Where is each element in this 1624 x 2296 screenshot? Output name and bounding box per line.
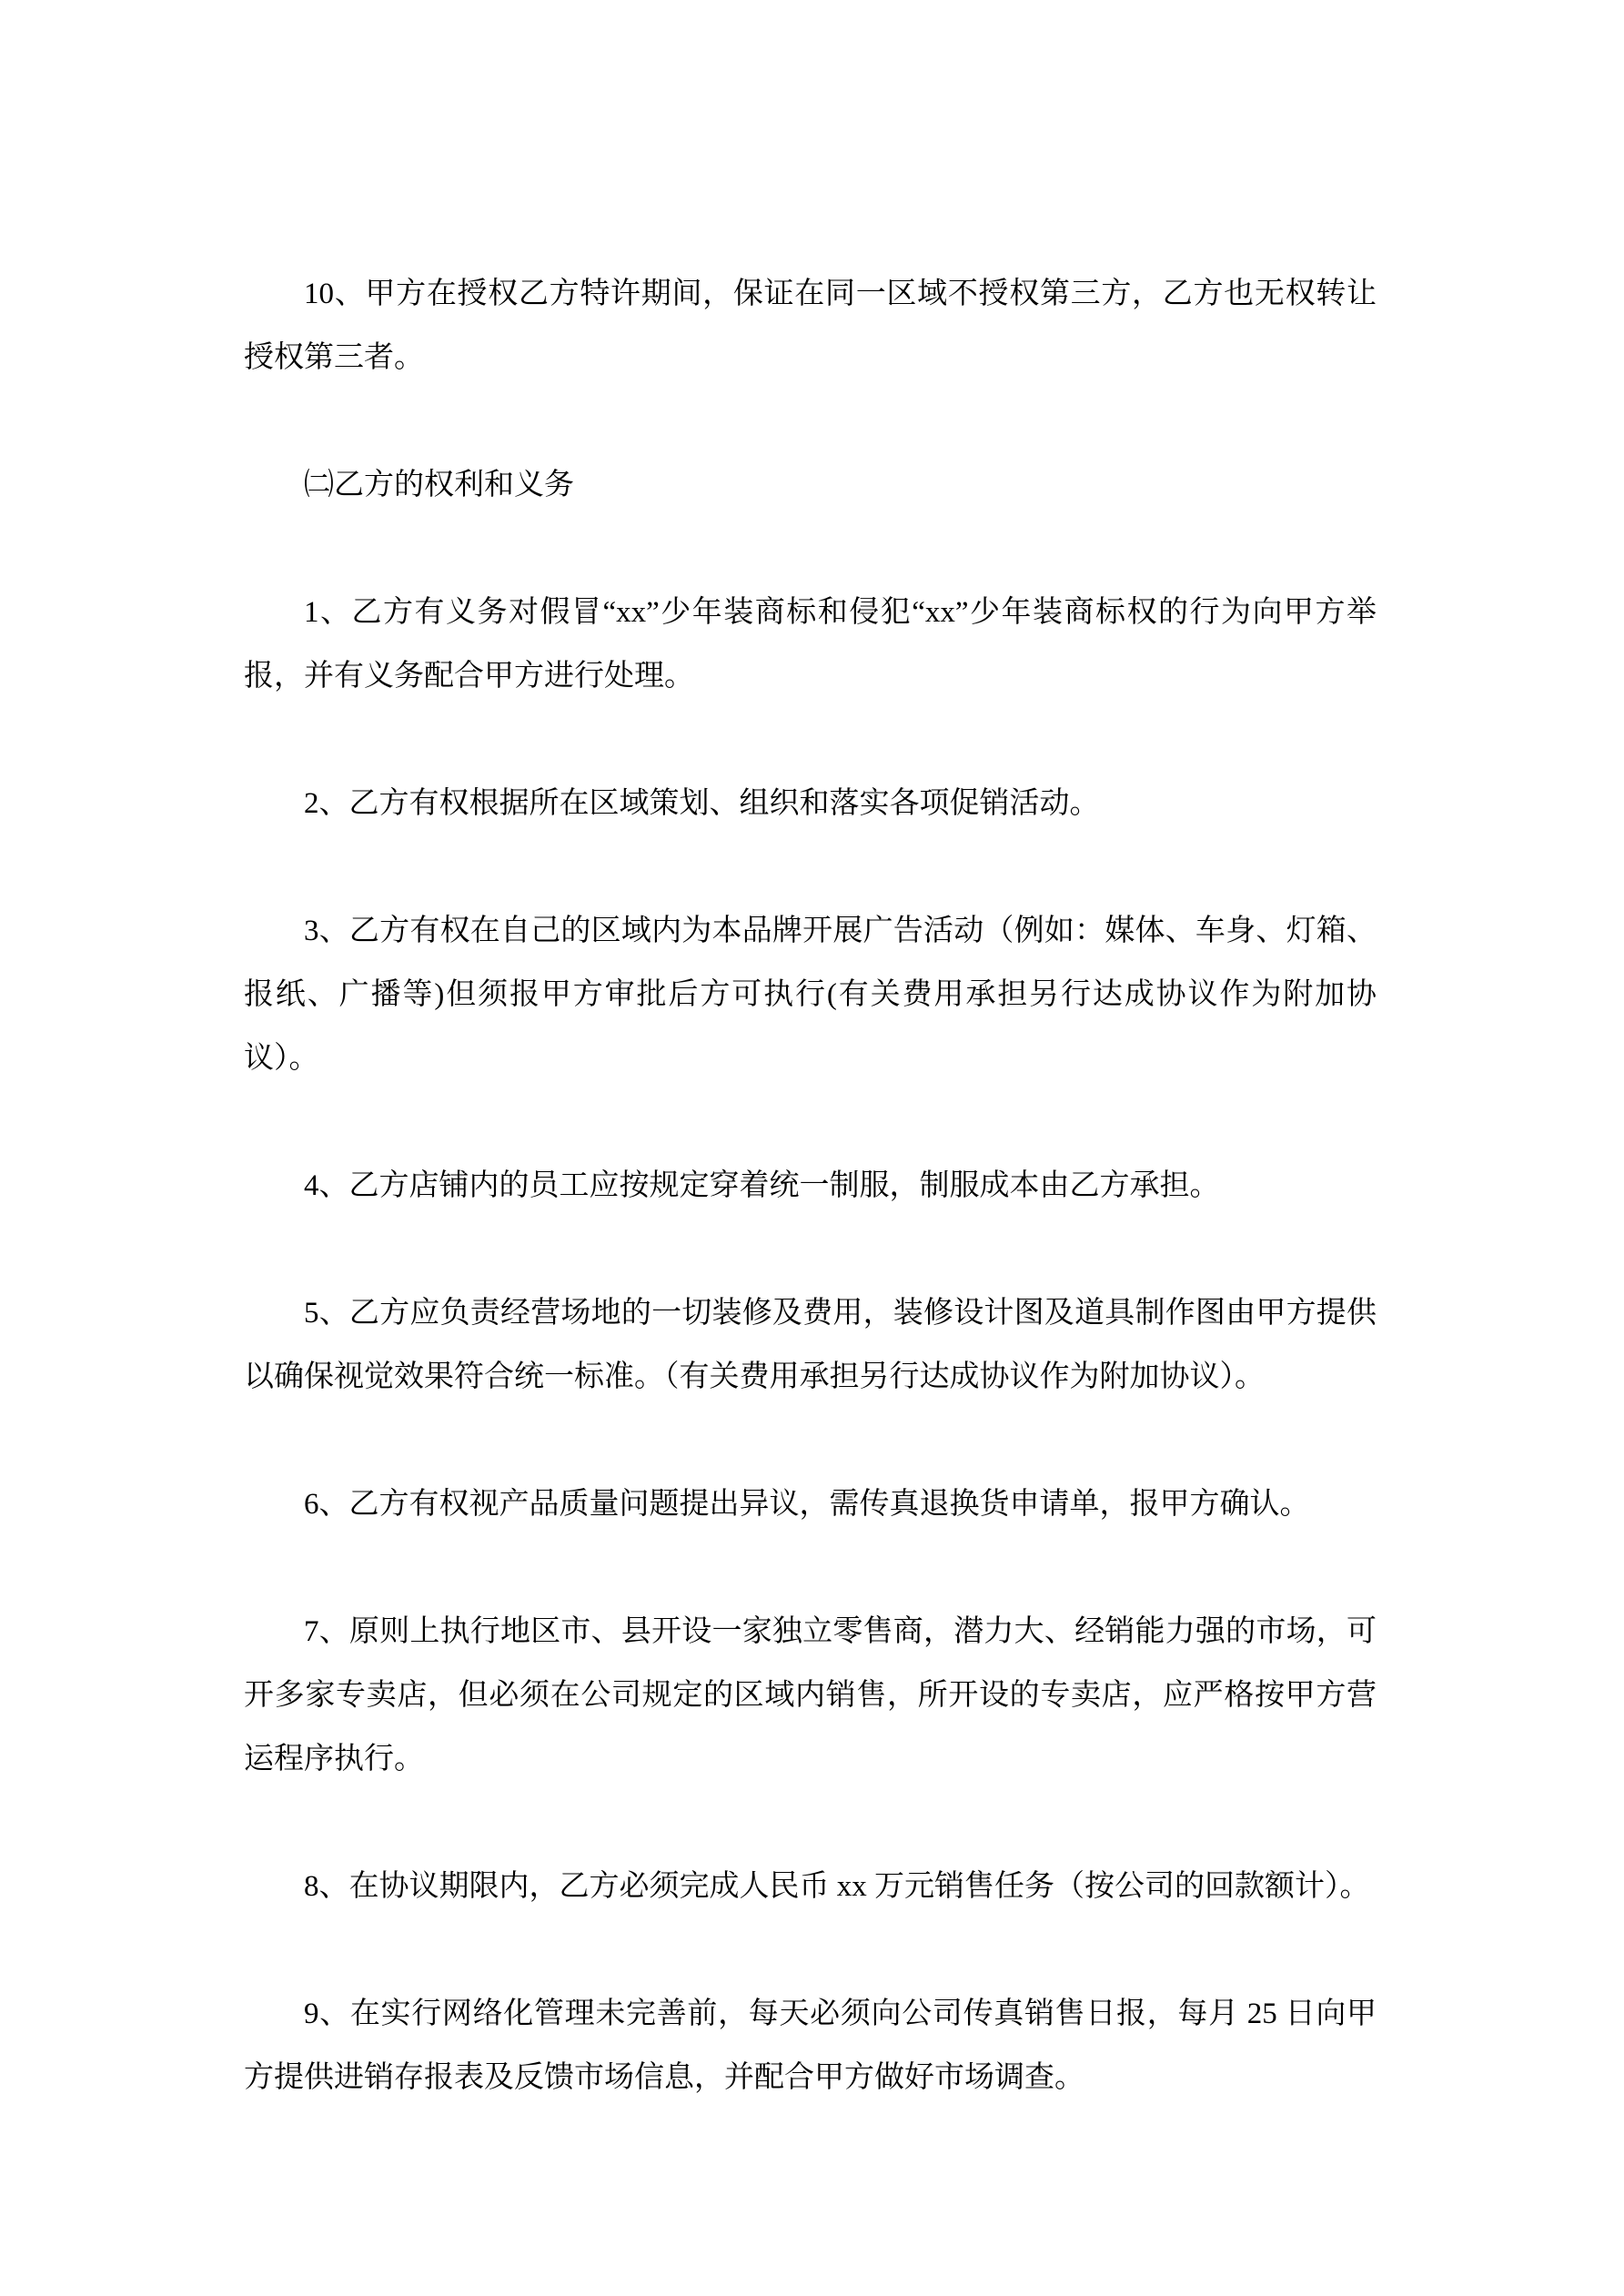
clause-8-sales-target: 8、在协议期限内，乙方必须完成人民币 xx 万元销售任务（按公司的回款额计）。 [304,1870,1370,1903]
section-heading-party-b-rights: ㈡乙方的权利和义务 [304,469,574,501]
clause-7-retail-stores: 7、原则上执行地区市、县开设一家独立零售商，潜力大、经销能力强的市场，可开多家专卖店，但必须在公司规定的区域内销售，所开设的专卖店，应严格按甲方营运程序执行。 [244,1615,1377,1775]
clause-2-promotions: 2、乙方有权根据所在区域策划、组织和落实各项促销活动。 [304,787,1100,820]
clause-1-trademark-report: 1、乙方有义务对假冒“xx”少年装商标和侵犯“xx”少年装商标权的行为向甲方举报，并有义务配合甲方进行处理。 [244,596,1377,693]
clause-10-party-a: 10、甲方在授权乙方特许期间，保证在同一区域不授权第三方，乙方也无权转让授权第三者。 [244,278,1377,374]
clause-6-quality-objection: 6、乙方有权视产品质量问题提出异议，需传真退换货申请单，报甲方确认。 [304,1488,1310,1521]
clause-3-advertising: 3、乙方有权在自己的区域内为本品牌开展广告活动（例如：媒体、车身、灯箱、报纸、广播等)但须报甲方审批后方可执行(有关费用承担另行达成协议作为附加协议）。 [244,915,1377,1075]
clause-5-decoration: 5、乙方应负责经营场地的一切装修及费用，装修设计图及道具制作图由甲方提供以确保视觉效果符合统一标准。（有关费用承担另行达成协议作为附加协议）。 [244,1297,1377,1393]
clause-9-daily-sales-report: 9、在实行网络化管理未完善前，每天必须向公司传真销售日报，每月 25 日向甲方提供进销存报表及反馈市场信息，并配合甲方做好市场调查。 [244,1998,1377,2094]
clause-4-uniforms: 4、乙方店铺内的员工应按规定穿着统一制服，制服成本由乙方承担。 [304,1169,1220,1202]
